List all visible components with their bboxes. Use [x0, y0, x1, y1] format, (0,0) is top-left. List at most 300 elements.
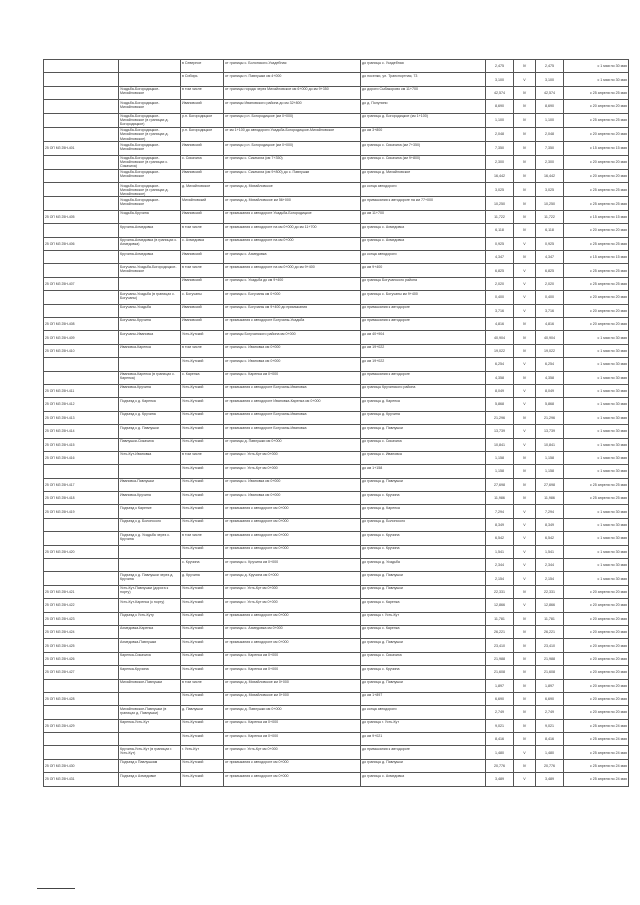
restriction-period-cell: с 1 мая по 30 мая	[564, 331, 629, 344]
section-start-cell: от примыкания к автодороге Богучаны-Ивановка	[224, 425, 361, 438]
road-name-cell: Подъезд к д. Болонского	[119, 518, 181, 531]
restricted-length-cell: 13,739	[536, 425, 564, 438]
section-end-cell: до границы с. Каренка	[361, 599, 486, 612]
district-cell: Ивановский	[181, 317, 224, 330]
section-start-cell: от границы д. Павлушки км 0+000	[224, 706, 361, 719]
table-row	[44, 572, 629, 585]
restricted-length-cell: 1,480	[536, 746, 564, 759]
section-end-cell: до границы Богучанского района	[361, 277, 486, 290]
section-end-cell: до границы д. Болонского	[361, 518, 486, 531]
section-end-cell: до границы д. Павлушки	[361, 639, 486, 652]
restriction-period-cell: с 1 мая по 30 мая	[564, 518, 629, 531]
section-start-cell: от границы г. Усть-Кут км 0+000	[224, 465, 361, 478]
restricted-length-cell: 9,021	[536, 719, 564, 732]
road-name-cell: Кручина-Ахмедовка	[119, 224, 181, 237]
restricted-length-cell: 3,100	[536, 73, 564, 86]
table-row	[44, 210, 629, 223]
restricted-length-cell: 16,442	[536, 169, 564, 182]
section-start-cell: от границы с. Кручина км 0+000	[224, 559, 361, 572]
district-cell: Усть-Кутский	[181, 505, 224, 518]
section-end-cell: до поселки, ул. Транспортная, 73	[361, 73, 486, 86]
table-row	[44, 425, 629, 438]
restriction-period-cell: с 1 мая по 30 мая	[564, 384, 629, 397]
length-cell: 12,866	[486, 599, 514, 612]
section-end-cell: до границы г. Усть-Кут	[361, 612, 486, 625]
footnote-divider	[37, 888, 75, 889]
category-cell: IV	[514, 86, 536, 99]
category-cell: IV	[514, 210, 536, 223]
category-cell: V	[514, 304, 536, 317]
table-row	[44, 639, 629, 652]
section-end-cell: до км 1+158	[361, 465, 486, 478]
category-cell: IV	[514, 585, 536, 598]
restricted-length-cell: 0,925	[536, 237, 564, 250]
road-id-cell	[44, 73, 119, 86]
restricted-length-cell: 6,254	[536, 358, 564, 371]
restricted-length-cell: 6,690	[536, 692, 564, 705]
table-row	[44, 358, 629, 371]
length-cell: 21,608	[486, 666, 514, 679]
section-end-cell: до примыкания к автодороге	[361, 371, 486, 384]
restricted-length-cell: 4,347	[536, 251, 564, 264]
road-name-cell: Подъезд к д. Павлушки	[119, 425, 181, 438]
road-id-cell	[44, 127, 119, 141]
road-name-cell: Усадьба-Кручина	[119, 210, 181, 223]
table-row	[44, 719, 629, 732]
length-cell: 2,344	[486, 559, 514, 572]
table-row	[44, 451, 629, 464]
district-cell: в том числе	[181, 532, 224, 545]
table-row	[44, 478, 629, 491]
category-cell: IV	[514, 100, 536, 113]
category-cell: IV	[514, 492, 536, 505]
restriction-period-cell: с 20 апреля по 20 мая	[564, 652, 629, 665]
district-cell: Усть-Кутский	[181, 652, 224, 665]
section-end-cell: до границы с. Каренка	[361, 625, 486, 638]
length-cell: 19,022	[486, 344, 514, 357]
road-id-cell: 25 ОП МЗ 25Н-428	[44, 692, 119, 705]
section-start-cell: от границы д. Михайловское км 0+000	[224, 692, 361, 705]
district-cell: Ивановский	[181, 277, 224, 290]
road-id-cell	[44, 197, 119, 210]
length-cell: 8,690	[486, 100, 514, 113]
road-id-cell: 25 ОП МЗ 25Н-406	[44, 237, 119, 250]
restriction-period-cell: с 25 апреля по 25 мая	[564, 113, 629, 127]
restriction-period-cell: с 25 апреля по 24 мая	[564, 733, 629, 746]
restricted-length-cell: 0,400	[536, 291, 564, 304]
table-row	[44, 599, 629, 612]
road-name-cell	[119, 545, 181, 558]
restricted-length-cell: 5,868	[536, 398, 564, 411]
road-name-cell	[119, 73, 181, 86]
restriction-period-cell: с 25 апреля по 25 мая	[564, 237, 629, 250]
restricted-length-cell: 11,722	[536, 210, 564, 223]
section-end-cell: до примыкания к автодороге	[361, 746, 486, 759]
section-end-cell: до границы д. Богородицкое (км 1+100)	[361, 113, 486, 127]
length-cell: 8,049	[486, 384, 514, 397]
section-end-cell: до км 1+897	[361, 692, 486, 705]
district-cell: Усть-Кутский	[181, 759, 224, 772]
road-id-cell	[44, 304, 119, 317]
table-row	[44, 113, 629, 127]
restricted-length-cell: 6,825	[536, 264, 564, 277]
road-id-cell: 25 ОП МЗ 25Н-423	[44, 612, 119, 625]
section-start-cell: от границы д. Михайловское км 0+000	[224, 679, 361, 692]
road-name-cell: Кручина-Ахмедовка	[119, 251, 181, 264]
road-id-cell	[44, 371, 119, 384]
district-cell: в том числе	[181, 264, 224, 277]
district-cell: Усть-Кутский	[181, 331, 224, 344]
length-cell: 13,739	[486, 425, 514, 438]
category-cell: IV	[514, 666, 536, 679]
restriction-period-cell: с 1 мая по 30 мая	[564, 73, 629, 86]
section-start-cell: от примыкания к автодороге км 0+000	[224, 505, 361, 518]
length-cell: 6,690	[486, 692, 514, 705]
category-cell: V	[514, 599, 536, 612]
district-cell: Усть-Кутский	[181, 692, 224, 705]
road-name-cell	[119, 358, 181, 371]
section-end-cell: до конца автодороги	[361, 183, 486, 197]
section-start-cell: от примыкания к автодороге км 0+000	[224, 773, 361, 786]
restriction-period-cell: с 1 мая по 30 мая	[564, 559, 629, 572]
section-start-cell: от границы д. Кручина км 0+000	[224, 572, 361, 585]
category-cell: V	[514, 73, 536, 86]
road-name-cell: Кручина-Усть-Кут (в границах г. Усть-Кут)	[119, 746, 181, 759]
road-id-cell: 25 ОП МЗ 25Н-405	[44, 210, 119, 223]
length-cell: 3,025	[486, 183, 514, 197]
category-cell: IV	[514, 411, 536, 424]
road-name-cell: Подъезд к д. Каренка	[119, 398, 181, 411]
table-row	[44, 304, 629, 317]
length-cell: 1,158	[486, 451, 514, 464]
district-cell: с. Богучаны	[181, 291, 224, 304]
road-name-cell: Михайловское-Павлушки (в границах д. Павлушки)	[119, 706, 181, 719]
road-id-cell: 25 ОП МЗ 25Н-417	[44, 478, 119, 491]
district-cell: д. Михайловское	[181, 183, 224, 197]
restricted-length-cell: 1,541	[536, 545, 564, 558]
table-row	[44, 518, 629, 531]
section-start-cell: от границы Богучанского района км 0+000	[224, 331, 361, 344]
category-cell: V	[514, 746, 536, 759]
road-name-cell: Усть-Кут-Ивановка	[119, 451, 181, 464]
category-cell: V	[514, 384, 536, 397]
district-cell: в том числе	[181, 224, 224, 237]
length-cell: 23,410	[486, 639, 514, 652]
table-row	[44, 492, 629, 505]
restriction-period-cell: с 20 апреля по 20 мая	[564, 317, 629, 330]
section-start-cell: от границы Ивановского района до км 32+800	[224, 100, 361, 113]
road-name-cell: Усадьба-Богородицкое-Михайловское	[119, 100, 181, 113]
restriction-period-cell: с 20 апреля по 20 мая	[564, 666, 629, 679]
restriction-period-cell: с 20 апреля по 20 мая	[564, 155, 629, 169]
section-end-cell: до границы с. Сикачиха	[361, 652, 486, 665]
length-cell: 26,221	[486, 625, 514, 638]
section-start-cell: от примыкания к автодороге на км 0+000 до км 9+400	[224, 264, 361, 277]
length-cell: 20,776	[486, 759, 514, 772]
section-start-cell: от границы р.п. Богородицкое (км 0+000)	[224, 142, 361, 155]
category-cell: IV	[514, 169, 536, 182]
district-cell: Усть-Кутский	[181, 478, 224, 491]
road-id-cell: 25 ОП МЗ 25Н-416	[44, 451, 119, 464]
section-start-cell: от примыкания к автодороге км 0+000	[224, 518, 361, 531]
restricted-length-cell: 6,542	[536, 532, 564, 545]
section-start-cell: от границы р.п. Богородицкое (км 0+000)	[224, 113, 361, 127]
road-name-cell: Усадьба-Богородицкое-Михайловское	[119, 197, 181, 210]
restricted-length-cell: 2,154	[536, 572, 564, 585]
restriction-period-cell: с 1 мая по 30 мая	[564, 545, 629, 558]
category-cell: V	[514, 358, 536, 371]
restricted-length-cell: 23,410	[536, 639, 564, 652]
road-name-cell	[119, 733, 181, 746]
road-name-cell: Усадьба-Богородицкое-Михайловское (в границах д. Богородицкое)	[119, 113, 181, 127]
length-cell: 6,542	[486, 532, 514, 545]
length-cell: 4,358	[486, 371, 514, 384]
section-end-cell: до примыкания к автодороге	[361, 304, 486, 317]
road-id-cell: 25 ОП МЗ 25Н-414	[44, 425, 119, 438]
road-id-cell	[44, 264, 119, 277]
section-start-cell: от границы д. Павлушки км 0+000	[224, 438, 361, 451]
section-start-cell: от примыкания к автодороге Богучаны-Усадьба	[224, 317, 361, 330]
table-row	[44, 652, 629, 665]
district-cell: Ивановский	[181, 100, 224, 113]
category-cell: IV	[514, 759, 536, 772]
road-name-cell: Каренка-Кручина	[119, 666, 181, 679]
road-name-cell: Кручина-Ахмедовка (в границах с. Ахмедовка)	[119, 237, 181, 250]
district-cell: Усть-Кутский	[181, 518, 224, 531]
section-end-cell: до дороги Сыбакорово км 11+700	[361, 86, 486, 99]
length-cell: 4,347	[486, 251, 514, 264]
road-id-cell	[44, 465, 119, 478]
restricted-length-cell: 20,776	[536, 759, 564, 772]
restriction-period-cell: с 15 апреля по 15 мая	[564, 142, 629, 155]
length-cell: 2,749	[486, 706, 514, 719]
road-name-cell: Подъезд к Усть-Куту	[119, 612, 181, 625]
district-cell: в том числе	[181, 679, 224, 692]
category-cell: V	[514, 237, 536, 250]
road-name-cell: Ивановка-Каренка	[119, 344, 181, 357]
road-name-cell	[119, 692, 181, 705]
category-cell: IV	[514, 639, 536, 652]
length-cell: 2,475	[486, 60, 514, 73]
section-end-cell: до д. Полунино	[361, 100, 486, 113]
district-cell: с. Кручина	[181, 559, 224, 572]
road-id-cell: 25 ОП МЗ 25Н-418	[44, 492, 119, 505]
table-row	[44, 100, 629, 113]
district-cell: Усть-Кутский	[181, 411, 224, 424]
category-cell: V	[514, 518, 536, 531]
road-id-cell	[44, 706, 119, 719]
category-cell: IV	[514, 625, 536, 638]
category-cell: V	[514, 277, 536, 290]
table-row	[44, 398, 629, 411]
restricted-length-cell: 22,331	[536, 585, 564, 598]
category-cell: V	[514, 559, 536, 572]
table-row	[44, 344, 629, 357]
district-cell: Усть-Кутский	[181, 625, 224, 638]
district-cell: Усть-Кутский	[181, 438, 224, 451]
table-row	[44, 371, 629, 384]
restricted-length-cell: 21,988	[536, 652, 564, 665]
road-name-cell: Усадьба-Богородицкое-Михайловское (в границах д. Михайловское)	[119, 127, 181, 141]
section-start-cell: от примыкания к автодороге Богучаны-Ивановка	[224, 411, 361, 424]
category-cell: IV	[514, 612, 536, 625]
table-row	[44, 331, 629, 344]
restricted-length-cell: 3,716	[536, 304, 564, 317]
table-row	[44, 666, 629, 679]
restricted-length-cell: 40,904	[536, 331, 564, 344]
district-cell: Усть-Кутский	[181, 599, 224, 612]
section-end-cell: до границы с. Сикачиха	[361, 438, 486, 451]
category-cell: V	[514, 291, 536, 304]
road-id-cell: 25 ОП МЗ 25Н-427	[44, 666, 119, 679]
restriction-period-cell: с 25 апреля по 24 мая	[564, 773, 629, 786]
road-name-cell	[119, 559, 181, 572]
section-end-cell: до границы г. Усть-Кут	[361, 719, 486, 732]
road-name-cell: Подъезд к д. Павлушки через д. Кручина	[119, 572, 181, 585]
restricted-length-cell: 2,749	[536, 706, 564, 719]
category-cell: IV	[514, 331, 536, 344]
category-cell: IV	[514, 224, 536, 237]
road-name-cell: Ивановка-Кручина	[119, 384, 181, 397]
restricted-length-cell: 11,781	[536, 612, 564, 625]
restriction-period-cell: с 1 мая по 30 мая	[564, 532, 629, 545]
category-cell: V	[514, 438, 536, 451]
section-end-cell: до границы с. Усадебная	[361, 60, 486, 73]
restricted-length-cell: 21,296	[536, 411, 564, 424]
section-start-cell: от границы г. Усть-Кут км 0+000	[224, 451, 361, 464]
section-end-cell: до примыкания к автодороге	[361, 317, 486, 330]
road-id-cell: 25 ОП МЗ 25Н-419	[44, 505, 119, 518]
section-end-cell: до км 11+700	[361, 210, 486, 223]
table-row	[44, 505, 629, 518]
section-end-cell: до границы д. Павлушки	[361, 425, 486, 438]
section-start-cell: от примыкания к автодороге Богучаны-Ивановка	[224, 384, 361, 397]
restriction-period-cell: с 1 мая по 30 мая	[564, 505, 629, 518]
restricted-length-cell: 1,897	[536, 679, 564, 692]
district-cell: с. Сикачиха	[181, 155, 224, 169]
road-id-cell: 25 ОП МЗ 25Н-420	[44, 545, 119, 558]
district-cell: Ивановский	[181, 304, 224, 317]
section-start-cell: от границы с. Ахмедовка	[224, 251, 361, 264]
road-name-cell: Подъезд к Каренке	[119, 505, 181, 518]
section-end-cell: до границы д. Павлушки	[361, 679, 486, 692]
restriction-period-cell: с 25 апреля по 24 мая	[564, 759, 629, 772]
restriction-period-cell: с 25 апреля по 25 мая	[564, 277, 629, 290]
district-cell: в Северное	[181, 60, 224, 73]
district-cell: Ивановский	[181, 251, 224, 264]
road-id-cell: 25 ОП МЗ 25Н-424	[44, 625, 119, 638]
section-start-cell: от границы с. Каренка км 0+000	[224, 733, 361, 746]
restricted-length-cell: 8,690	[536, 100, 564, 113]
restriction-period-cell: с 1 мая по 30 мая	[564, 465, 629, 478]
restriction-period-cell: с 20 апреля по 20 мая	[564, 625, 629, 638]
category-cell: V	[514, 398, 536, 411]
section-end-cell: до км 40+904	[361, 331, 486, 344]
restriction-period-cell: с 25 апреля по 25 мая	[564, 478, 629, 491]
table-row	[44, 411, 629, 424]
length-cell: 11,722	[486, 210, 514, 223]
category-cell: IV	[514, 692, 536, 705]
restriction-period-cell: с 20 апреля по 20 мая	[564, 291, 629, 304]
road-name-cell: Ивановка-Каренка (в границах с. Каренка)	[119, 371, 181, 384]
restricted-length-cell: 8,349	[536, 518, 564, 531]
category-cell: IV	[514, 60, 536, 73]
section-end-cell: до границы с. Кручина	[361, 532, 486, 545]
restriction-period-cell: с 1 мая по 30 мая	[564, 344, 629, 357]
category-cell: IV	[514, 155, 536, 169]
district-cell: в том числе	[181, 451, 224, 464]
table-row	[44, 86, 629, 99]
district-cell: Усть-Кутский	[181, 465, 224, 478]
district-cell: Усть-Кутский	[181, 545, 224, 558]
road-id-cell: 25 ОП МЗ 25Н-425	[44, 639, 119, 652]
category-cell: IV	[514, 371, 536, 384]
restricted-length-cell: 2,020	[536, 277, 564, 290]
section-start-cell: от границы д. Михайловское км 56+000	[224, 197, 361, 210]
road-id-cell: 25 ОП МЗ 25Н-426	[44, 652, 119, 665]
section-end-cell: до границы с. Ахмедовка	[361, 773, 486, 786]
table-row	[44, 264, 629, 277]
road-name-cell: Богучаны-Усадьба (в границах с. Богучаны)	[119, 291, 181, 304]
section-end-cell: до км 19+022	[361, 344, 486, 357]
section-start-cell: от границы с. Усадьба до км 9+400	[224, 277, 361, 290]
section-start-cell: от границы города через Михайловское км 6+000 до км 9+350	[224, 86, 361, 99]
road-id-cell	[44, 679, 119, 692]
district-cell: с. Ахмедовка	[181, 237, 224, 250]
district-cell: Ивановский	[181, 142, 224, 155]
road-name-cell: Усть-Кут-Павлушки (дорога к порту)	[119, 585, 181, 598]
restricted-length-cell: 2,300	[536, 155, 564, 169]
length-cell: 22,331	[486, 585, 514, 598]
category-cell: V	[514, 505, 536, 518]
section-end-cell: до примыкания к автодороге на км 77+000	[361, 197, 486, 210]
length-cell: 21,988	[486, 652, 514, 665]
restricted-length-cell: 12,866	[536, 599, 564, 612]
length-cell: 3,716	[486, 304, 514, 317]
section-start-cell: от примыкания к автодороге км 0+000	[224, 532, 361, 545]
restricted-length-cell: 1,158	[536, 465, 564, 478]
road-name-cell: Подъезд к д. Усадьба через с. Кручина	[119, 532, 181, 545]
road-name-cell: Михайловское-Павлушки	[119, 679, 181, 692]
restriction-period-cell: с 1 мая по 30 мая	[564, 398, 629, 411]
road-name-cell: Усть-Кут-Каренка (к порту)	[119, 599, 181, 612]
road-id-cell	[44, 518, 119, 531]
section-start-cell: от границы с. Ивановка км 0+000	[224, 358, 361, 371]
table-row	[44, 169, 629, 182]
restricted-length-cell: 27,698	[536, 478, 564, 491]
section-start-cell: от примыкания к автодороге Ивановка-Каренка км 0+000	[224, 398, 361, 411]
length-cell: 0,400	[486, 291, 514, 304]
category-cell: IV	[514, 465, 536, 478]
category-cell: IV	[514, 251, 536, 264]
road-id-cell: 25 ОП МЗ 25Н-409	[44, 331, 119, 344]
section-start-cell: от границы с. Богучаны км 9+400 до примыкания	[224, 304, 361, 317]
table-row	[44, 142, 629, 155]
road-id-cell: 25 ОП МЗ 25Н-411	[44, 384, 119, 397]
restricted-length-cell: 6,118	[536, 224, 564, 237]
section-start-cell: от границы с. Сикачиха (км 7+350)	[224, 155, 361, 169]
road-id-cell: 25 ОП МЗ 25Н-429	[44, 719, 119, 732]
restriction-period-cell: с 25 апреля по 25 мая	[564, 197, 629, 210]
section-start-cell: от границы с. Сикачиха (км 9+800) до с. Павлушки	[224, 169, 361, 182]
road-name-cell: Ивановка-Кручина	[119, 492, 181, 505]
section-start-cell: от границы г. Усть-Кут км 0+000	[224, 746, 361, 759]
restricted-length-cell: 21,608	[536, 666, 564, 679]
restriction-period-cell: с 25 апреля по 25 мая	[564, 86, 629, 99]
road-name-cell: Подъезд к Ахмедовке	[119, 773, 181, 786]
road-id-cell	[44, 183, 119, 197]
road-id-cell	[44, 572, 119, 585]
